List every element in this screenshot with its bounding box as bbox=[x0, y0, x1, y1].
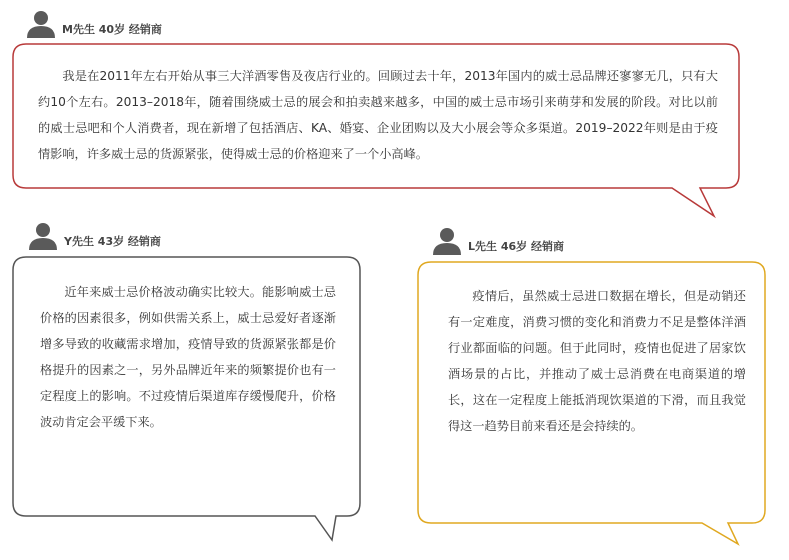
bubble-text-l: 疫情后，虽然威士忌进口数据在增长，但是动销还有一定难度，消费习惯的变化和消费力不足是整体洋酒行业都面临的问题。但于此同时，疫情也促进了居家饮酒场景的占比，并推动了威士忌消费在电商渠道的增长，这在一定程度上能抵消现饮渠道的下滑，而且我觉得这一趋势目前来看还是会持续的。 bbox=[448, 289, 746, 433]
speaker-label-m: M先生 40岁 经销商 bbox=[62, 23, 162, 36]
speaker-label-l: L先生 46岁 经销商 bbox=[468, 240, 564, 253]
bubble-text-m: 我是在2011年左右开始从事三大洋酒零售及夜店行业的。回顾过去十年，2013年国内的威士忌品牌还寥寥无几，只有大约10个左右。2013–2018年，随着围绕威士忌的展会和拍卖越来越多，中国的威士忌市场引来萌芽和发展的阶段。对比以前的威士忌吧和个人消费者，现在新增了包括酒店、KA、婚宴、企业团购以及大小展会等众多渠道。2019–2022年则是由于疫情影响，许多威士忌的货源紧张，使得威士忌的价格迎来了一个小高峰。 bbox=[38, 69, 718, 161]
bubble-text-y: 近年来威士忌价格波动确实比较大。能影响威士忌价格的因素很多，例如供需关系上，威士忌爱好者逐渐增多导致的收藏需求增加，疫情导致的货源紧张都是价格提升的因素之一，另外品牌近年来的频繁提价也有一定程度上的影响。不过疫情后渠道库存缓慢爬升，价格波动肯定会平缓下来。 bbox=[40, 285, 336, 429]
speaker-label-y: Y先生 43岁 经销商 bbox=[64, 235, 161, 248]
